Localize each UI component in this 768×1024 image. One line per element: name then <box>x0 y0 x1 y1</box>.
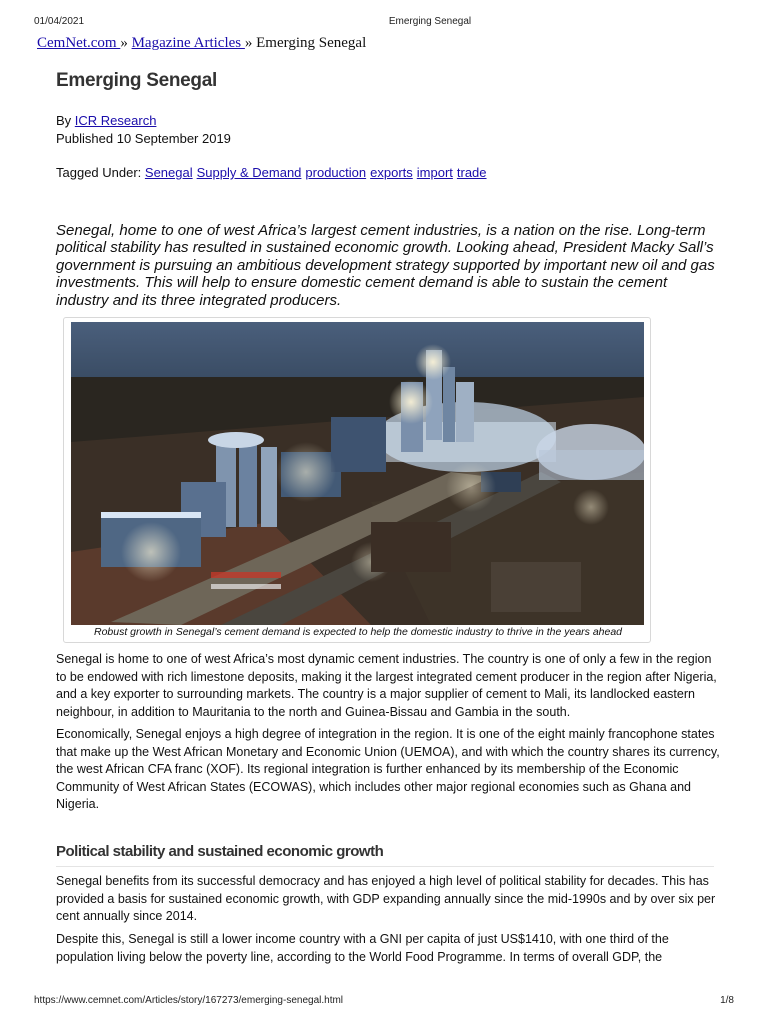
tag-list <box>56 165 491 180</box>
section-heading: Political stability and sustained economic growth <box>56 843 384 860</box>
print-header <box>0 16 768 30</box>
image-caption: Robust growth in Senegal’s cement demand is expected to help the domestic industry to thrive in the years ahead <box>93 626 623 638</box>
tag-link-senegal[interactable]: Senegal <box>144 165 193 180</box>
print-url: https://www.cemnet.com/Articles/story/167273/emerging-senegal.html <box>34 995 344 1006</box>
lead-paragraph: Senegal, home to one of west Africa’s largest cement industries, is a nation on the rise. Long-term political stability has resulted in sustained economic growth. Looking ahead, President Macky Sall’s government is pursuing an ambitious development strategy supported by important new oil and gas investments. This will help to ensure domestic cement demand is able to sustain the cement industry and its three integrated producers. <box>56 222 715 309</box>
tag-link-import[interactable]: import <box>416 165 453 180</box>
tag-link-production[interactable]: production <box>305 165 367 180</box>
cement-plant-night-image <box>71 322 644 625</box>
page-title: Emerging Senegal <box>56 70 217 91</box>
section-divider <box>56 866 714 867</box>
tag-link-supply-demand[interactable]: Supply & Demand <box>196 165 302 180</box>
cement-plant-photo <box>71 322 644 625</box>
body-paragraph: Despite this, Senegal is still a lower income country with a GNI per capita of just US$1410, with one third of the population living below the poverty line, according to the World Food Programme. In terms of overall GDP, the <box>56 932 669 964</box>
page-number: 1/8 <box>720 995 734 1006</box>
byline-label: By <box>56 113 75 128</box>
breadcrumb-separator: » <box>120 35 132 51</box>
body-paragraph: Economically, Senegal enjoys a high degree of integration in the region. It is one of the eight mainly francophone states that make up the West African Monetary and Economic Union (UEMOA), and with which the country shares its currency, the west African CFA franc (XOF). Its regional integration is further enhanced by its membership of the Economic Community of West African States (ECOWAS), which includes other major regional economies such as Ghana and Nigeria. <box>56 727 720 811</box>
tag-link-exports[interactable]: exports <box>370 165 413 180</box>
breadcrumb-magazine-link[interactable]: Magazine Articles <box>131 35 245 51</box>
tags-label: Tagged Under: <box>56 165 145 180</box>
breadcrumb <box>37 35 366 52</box>
tag-link-trade[interactable]: trade <box>456 165 487 180</box>
author-link[interactable]: ICR Research <box>74 113 157 128</box>
breadcrumb-current: Emerging Senegal <box>256 35 367 51</box>
article-figure <box>63 317 651 643</box>
breadcrumb-home-link[interactable]: CemNet.com <box>37 35 121 51</box>
print-date: 01/04/2021 <box>34 16 85 27</box>
breadcrumb-separator: » <box>244 35 257 51</box>
published-date: Published 10 September 2019 <box>56 131 231 146</box>
body-paragraph: Senegal benefits from its successful democracy and has enjoyed a high level of political stability for decades. This has provided a basis for sustained economic growth, with GDP expanding annually since the mid-1990s and by over six per cent annually since 2014. <box>56 874 716 923</box>
print-doc-title: Emerging Senegal <box>388 16 472 27</box>
body-paragraph: Senegal is home to one of west Africa’s most dynamic cement industries. The country is one of only a few in the region to be endowed with rich limestone deposits, making it the largest integrated cement producer in the region after Nigeria, and a key exporter to surrounding markets. The country is a major supplier of cement to Mali, its landlocked eastern neighbour, in addition to Mauritania to the north and Guinea-Bissau and Gambia in the south. <box>56 652 717 719</box>
byline <box>56 113 156 128</box>
